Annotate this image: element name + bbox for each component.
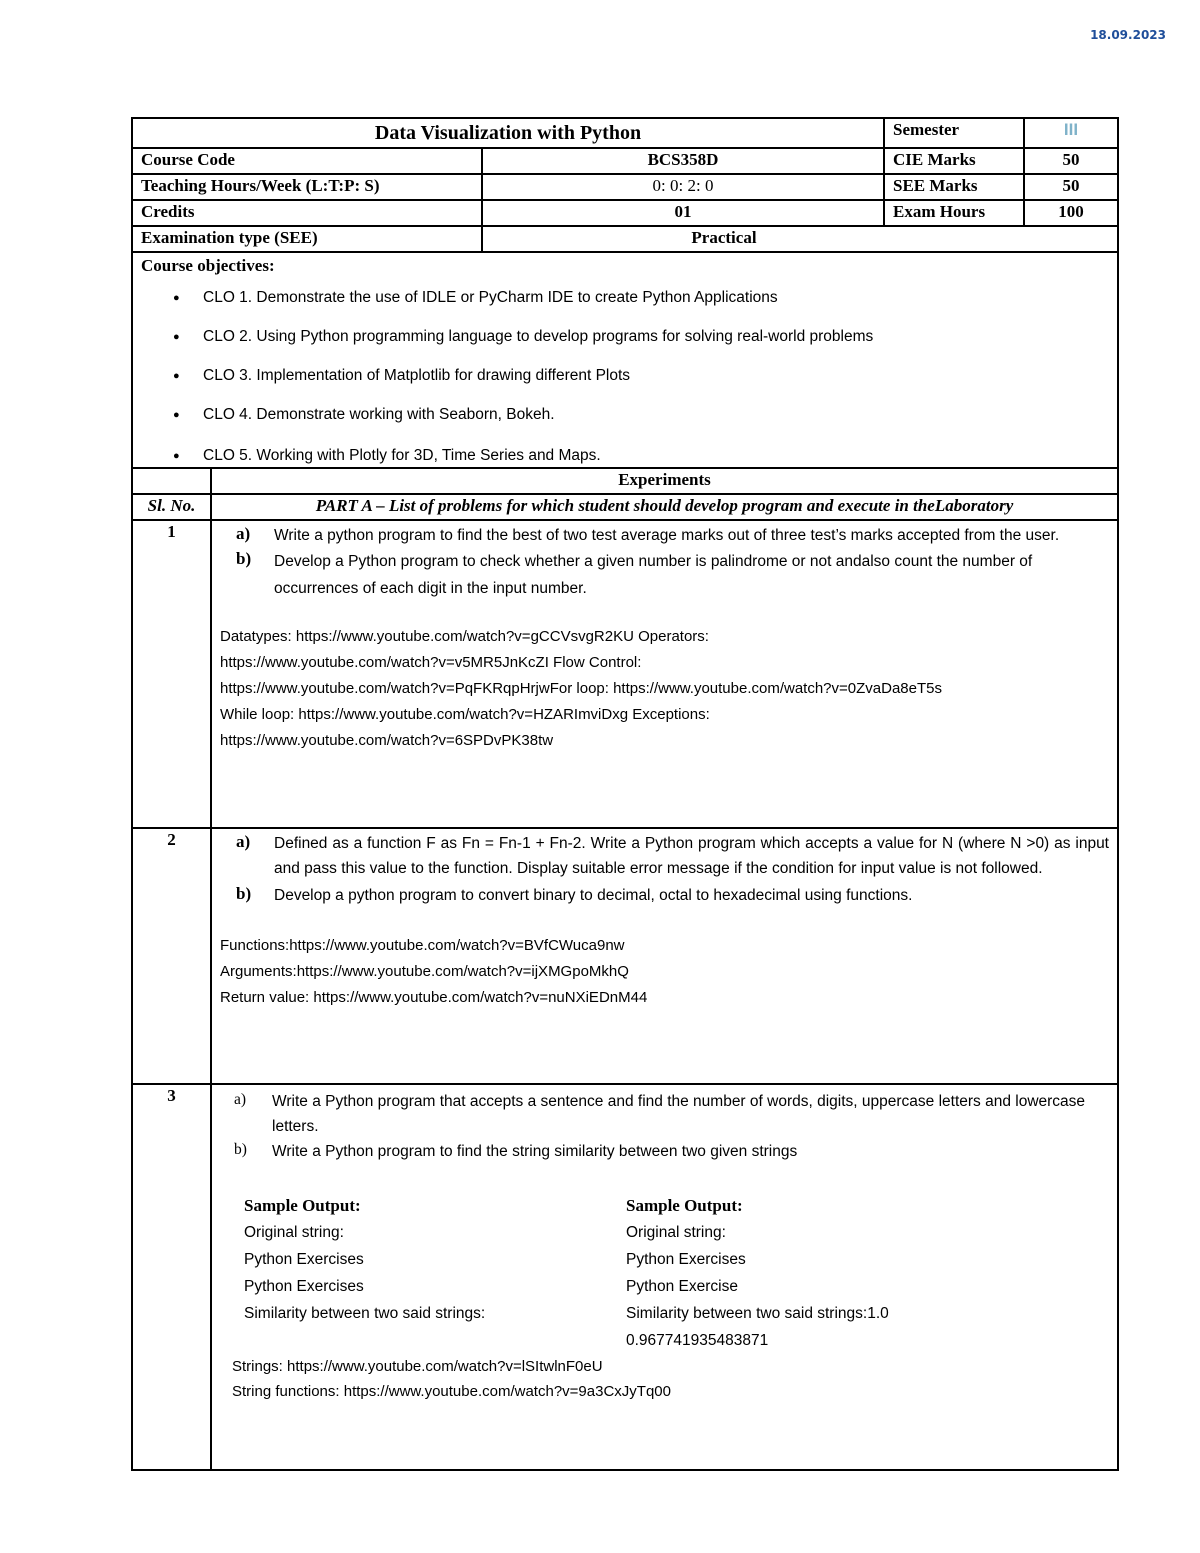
experiment-sub-b [220,883,1109,908]
course-title: Data Visualization with Python [132,118,884,148]
objectives-heading: Course objectives: [141,256,275,275]
experiment-row-3 [132,1084,1118,1470]
experiment-number: 3 [132,1084,211,1470]
experiment-content [211,828,1118,1084]
objective-item: ● CLO 2. Using Python programming language to develop programs for solving real-world problems [203,326,1109,348]
sample-line: Original string: [626,1224,726,1241]
slno-header: Sl. No. [132,494,211,520]
resource-links [220,933,1109,1011]
objective-item: ● CLO 4. Demonstrate working with Seaborn, Bokeh. [203,404,1109,426]
teaching-hours-label: Teaching Hours/Week (L:T:P: S) [132,174,482,200]
experiments-heading: Experiments [211,468,1118,494]
sample-line: Similarity between two said strings: [244,1305,486,1322]
sub-label: b) [234,1141,247,1158]
sample-line: Original string: [244,1224,344,1241]
link-line: Strings: https://www.youtube.com/watch?v=lSItwlnF0eU [232,1358,603,1375]
credits-label: Credits [132,200,482,226]
experiment-row-2 [132,828,1118,1084]
sample-output-left [244,1192,626,1354]
experiment-number: 2 [132,828,211,1084]
experiment-sub-b [220,548,1109,602]
experiment-sub-a [220,1089,1109,1139]
resource-links [220,1354,1109,1404]
experiment-content [211,1084,1118,1470]
objectives-list [141,287,1109,467]
sub-text: Write a python program to find the best of two test average marks out of three test’s marks accepted from the user. [274,527,1060,544]
link-line: Arguments:https://www.youtube.com/watch?v=ijXMGpoMkhQ [220,963,629,980]
see-marks-value: 50 [1024,174,1118,200]
experiment-content [211,520,1118,828]
teaching-hours-row [132,174,1118,200]
teaching-hours-value: 0: 0: 2: 0 [482,174,884,200]
sub-label: b) [236,549,252,568]
link-line: Functions:https://www.youtube.com/watch?v=BVfCWuca9nw [220,937,625,954]
exam-hours-value: 100 [1024,200,1118,226]
link-line: Return value: https://www.youtube.com/watch?v=nuNXiEDnM44 [220,989,648,1006]
credits-row [132,200,1118,226]
semester-label: Semester [884,118,1024,148]
sub-text: Write a Python program to find the string similarity between two given strings [272,1143,798,1160]
sample-line: Similarity between two said strings:1.0 [626,1305,889,1322]
experiment-sub-b [220,1139,1109,1164]
link-line: https://www.youtube.com/watch?v=v5MR5JnKcZI Flow Control: [220,654,642,671]
empty-cell [132,468,211,494]
objective-item: ● CLO 3. Implementation of Matplotlib for drawing different Plots [203,365,1109,387]
sub-label: a) [234,1091,247,1108]
sample-line: Python Exercise [626,1278,738,1295]
part-row [132,494,1118,520]
see-marks-label: SEE Marks [884,174,1024,200]
sample-output-heading: Sample Output: [244,1196,361,1215]
sub-text: Develop a Python program to check whether a given number is palindrome or not andalso count the number of occurrences of each digit in the input number. [274,553,1033,597]
sample-line: 0.967741935483871 [626,1332,769,1349]
sample-line: Python Exercises [626,1251,746,1268]
sub-label: b) [236,884,252,903]
course-code-value: BCS358D [482,148,884,174]
sample-output-heading: Sample Output: [626,1196,743,1215]
sub-label: a) [236,524,251,543]
experiment-sub-a [220,831,1109,881]
exam-hours-label: Exam Hours [884,200,1024,226]
cie-marks-value: 50 [1024,148,1118,174]
experiments-heading-row [132,468,1118,494]
experiment-number: 1 [132,520,211,828]
sub-text: Develop a python program to convert binary to decimal, octal to hexadecimal using functions. [274,887,913,904]
exam-type-row [132,226,1118,252]
experiment-row-1 [132,520,1118,828]
objectives-row [132,252,1118,468]
sample-line: Python Exercises [244,1278,364,1295]
link-line: https://www.youtube.com/watch?v=PqFKRqpHrjwFor loop: https://www.youtube.com/watch?v=0ZvaDa8eT5s [220,680,942,697]
exam-type-value: Practical [482,226,1118,252]
semester-value: III [1024,118,1118,148]
course-code-row [132,148,1118,174]
link-line: String functions: https://www.youtube.com/watch?v=9a3CxJyTq00 [232,1383,671,1400]
objectives-cell [132,252,1118,468]
part-a-header: PART A – List of problems for which student should develop program and execute in theLaboratory [211,494,1118,520]
link-line: While loop: https://www.youtube.com/watch?v=HZARImviDxg Exceptions: [220,706,710,723]
link-line: Datatypes: https://www.youtube.com/watch?v=gCCVsvgR2KU Operators: [220,628,709,645]
syllabus-table [131,117,1119,1471]
document-date: 18.09.2023 [1090,28,1166,42]
sample-output-right [626,1192,1008,1354]
sample-outputs [220,1192,1109,1354]
objective-item: ● CLO 1. Demonstrate the use of IDLE or PyCharm IDE to create Python Applications [203,287,1109,309]
link-line: https://www.youtube.com/watch?v=6SPDvPK38tw [220,732,554,749]
sub-text: Write a Python program that accepts a sentence and find the number of words, digits, uppercase letters and lowercase letters. [272,1093,1086,1135]
course-code-label: Course Code [132,148,482,174]
sub-label: a) [236,832,251,851]
title-row [132,118,1118,148]
experiment-sub-a [220,523,1109,548]
cie-marks-label: CIE Marks [884,148,1024,174]
sample-line: Python Exercises [244,1251,364,1268]
sub-text: Defined as a function F as Fn = Fn-1 + Fn-2. Write a Python program which accepts a value for N (where N >0) as input and pass this value to the function. Display suitable error message if the condition for input value is not followed. [274,835,1109,877]
exam-type-label: Examination type (SEE) [132,226,482,252]
resource-links [220,624,1109,754]
credits-value: 01 [482,200,884,226]
objective-item: ● CLO 5. Working with Plotly for 3D, Time Series and Maps. [203,445,1109,467]
